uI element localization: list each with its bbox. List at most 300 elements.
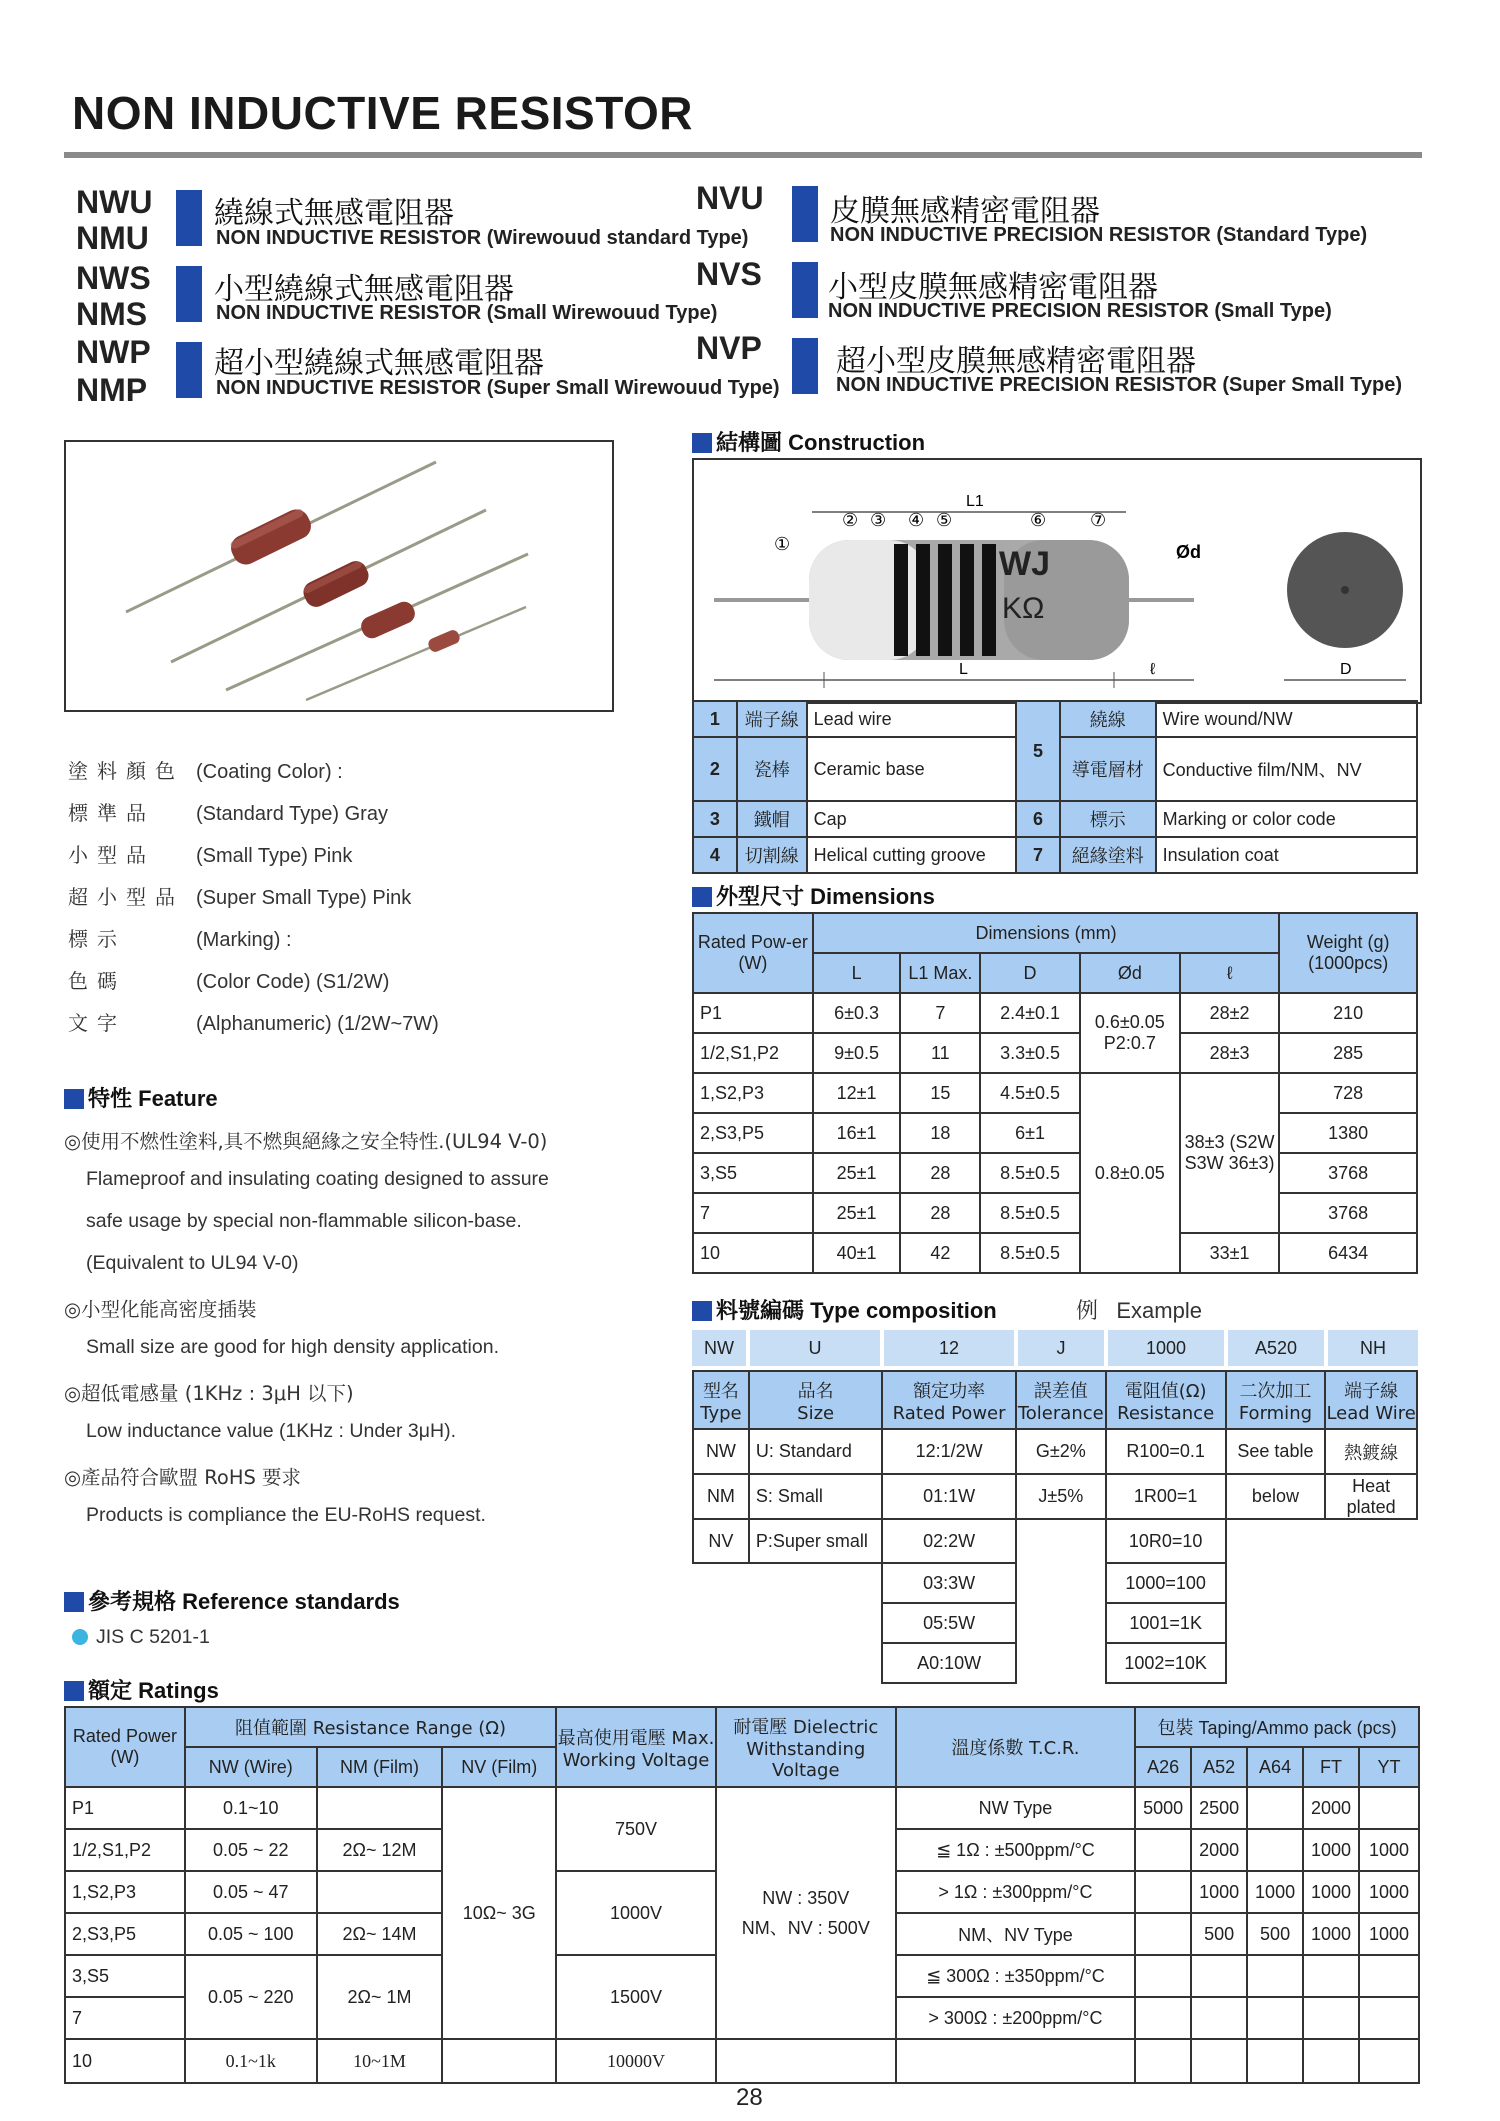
table-cell: 728 <box>1279 1073 1417 1113</box>
text-label: Resistance <box>1117 1402 1215 1424</box>
table-cell: Conductive film/NM、NV <box>1156 737 1417 801</box>
table-cell: 1000 <box>1303 1829 1359 1871</box>
table-cell: 8.5±0.5 <box>980 1233 1080 1273</box>
table-cell: 1000 <box>1303 1913 1359 1955</box>
table-cell: 0.05 ~ 47 <box>185 1871 317 1913</box>
coating-row <box>68 797 388 826</box>
table-cell: > 1Ω : ±300ppm/°C <box>896 1871 1135 1913</box>
table-cell: 2Ω~ 12M <box>317 1829 443 1871</box>
table-cell: 38±3 (S2W S3W 36±3) <box>1180 1073 1280 1233</box>
table-cell: 11 <box>900 1033 980 1073</box>
table-cell <box>1135 1997 1191 2039</box>
series-name-en: NON INDUCTIVE RESISTOR (Small Wirewouud Type) <box>216 302 718 324</box>
table-cell: 1000 <box>1247 1871 1303 1913</box>
text-label: 特性 <box>88 1087 133 1112</box>
table-cell: 阻值範圍 Resistance Range (Ω) <box>185 1707 556 1747</box>
table-cell: 10000V <box>556 2039 716 2083</box>
table-cell: below <box>1226 1474 1326 1519</box>
table-cell <box>693 1643 749 1683</box>
coating-row <box>68 839 352 868</box>
table-cell: 1000=100 <box>1106 1563 1226 1603</box>
series-name-zh: 小型繞線式無感電阻器 <box>214 272 514 307</box>
table-cell: ℓ <box>1180 953 1280 993</box>
table-cell: 10Ω~ 3G <box>442 1787 556 2039</box>
table-cell: Heat plated <box>1325 1474 1417 1519</box>
table-cell: Ceramic base <box>807 737 1016 801</box>
table-cell <box>1359 2039 1419 2083</box>
table-cell: 16±1 <box>813 1113 901 1153</box>
table-cell: U: Standard <box>749 1429 883 1474</box>
table-cell: 2000 <box>1191 1829 1247 1871</box>
table-cell: 3768 <box>1279 1153 1417 1193</box>
table-cell: 25±1 <box>813 1153 901 1193</box>
title-divider <box>64 152 1422 158</box>
header-tolerance <box>1016 1371 1106 1429</box>
table-cell: Dimensions (mm) <box>813 913 1280 953</box>
table-cell: 500 <box>1191 1913 1247 1955</box>
callout: ⑦ <box>1090 510 1107 531</box>
dimensions-heading <box>692 880 935 911</box>
table-cell: 1,S2,P3 <box>693 1073 813 1113</box>
table-cell: 6±1 <box>980 1113 1080 1153</box>
feature-line: Products is compliance the EU-RoHS request. <box>86 1504 486 1526</box>
reference-heading <box>64 1585 400 1616</box>
table-cell: 15 <box>900 1073 980 1113</box>
text-label: 端子線 <box>1344 1380 1399 1402</box>
table-cell: 2,S3,P5 <box>65 1913 185 1955</box>
header-resistance <box>1106 1371 1226 1429</box>
table-cell: 33±1 <box>1180 1233 1280 1273</box>
text-label: (Standard Type) Gray <box>196 803 388 825</box>
table-cell: Rated Pow-er (W) <box>693 913 813 993</box>
text-label: Dimensions <box>810 884 935 909</box>
table-cell <box>1325 1563 1417 1603</box>
table-cell: 2Ω~ 14M <box>317 1913 443 1955</box>
coating-row <box>68 755 343 784</box>
table-cell: L1 Max. <box>900 953 980 993</box>
table-cell: 瓷棒 <box>737 737 807 801</box>
table-cell: 0.05 ~ 220 <box>185 1955 317 2039</box>
table-cell: 1/2,S1,P2 <box>65 1829 185 1871</box>
series-code: NMU <box>76 220 149 256</box>
table-cell <box>1226 1519 1326 1563</box>
reference-item <box>72 1626 210 1649</box>
table-cell: 絕緣塗料 <box>1060 837 1156 873</box>
product-photo <box>64 440 614 712</box>
marking-row <box>68 923 292 952</box>
feature-line: safe usage by special non-flammable silicon-base. <box>86 1210 522 1232</box>
table-cell <box>1247 1997 1303 2039</box>
coating-row <box>68 881 411 910</box>
table-cell: 標示 <box>1060 801 1156 837</box>
table-cell: 1000 <box>1191 1871 1247 1913</box>
table-cell <box>1325 1603 1417 1643</box>
table-cell: 端子線 <box>737 701 807 737</box>
text-label: Ratings <box>138 1678 219 1703</box>
text-label: 參考規格 <box>88 1590 177 1615</box>
series-marker <box>176 342 202 398</box>
table-cell: 4.5±0.5 <box>980 1073 1080 1113</box>
table-cell: 12±1 <box>813 1073 901 1113</box>
table-cell: Weight (g) (1000pcs) <box>1279 913 1417 993</box>
dim-label: L <box>959 661 968 678</box>
dim-label: ℓ <box>1150 661 1156 678</box>
table-cell: 7 <box>693 1193 813 1233</box>
construction-heading <box>692 426 925 457</box>
text-label: 誤差值 <box>1033 1380 1088 1402</box>
table-cell <box>693 1563 749 1603</box>
text-label: Size <box>797 1402 835 1424</box>
table-cell: 6434 <box>1279 1233 1417 1273</box>
table-cell: 0.6±0.05 P2:0.7 <box>1080 993 1180 1073</box>
table-cell: Wire wound/NW <box>1156 701 1417 737</box>
table-cell: 4 <box>693 837 737 873</box>
table-cell: NM、NV Type <box>896 1913 1135 1955</box>
table-cell <box>749 1563 883 1603</box>
dim-label: Ød <box>1176 542 1201 562</box>
table-cell: 750V <box>556 1787 716 1871</box>
table-cell: 01:1W <box>882 1474 1015 1519</box>
table-cell <box>1135 2039 1191 2083</box>
table-cell: 1001=1K <box>1106 1603 1226 1643</box>
table-cell: NM <box>693 1474 749 1519</box>
text-label: 品名 <box>797 1380 834 1402</box>
table-cell: 1380 <box>1279 1113 1417 1153</box>
series-name-zh: 小型皮膜無感精密電阻器 <box>828 270 1158 305</box>
table-cell: 導電層材 <box>1060 737 1156 801</box>
table-cell <box>1191 1955 1247 1997</box>
marking-text: WJ <box>999 545 1050 583</box>
series-code: NWU <box>76 184 153 220</box>
text-label: 外型尺寸 <box>716 885 805 910</box>
table-cell: P:Super small <box>749 1519 883 1563</box>
table-cell <box>1191 1997 1247 2039</box>
series-code: NVU <box>696 180 764 216</box>
table-cell: 包裝 Taping/Ammo pack (pcs) <box>1135 1707 1419 1747</box>
table-cell <box>693 1603 749 1643</box>
series-name-en: NON INDUCTIVE RESISTOR (Wirewouud standard Type) <box>216 227 749 249</box>
table-cell: 12:1/2W <box>882 1429 1015 1474</box>
bullet-icon <box>72 1629 88 1645</box>
table-cell <box>716 1787 896 2039</box>
table-cell: 5000 <box>1135 1787 1191 1829</box>
table-cell <box>1226 1603 1326 1643</box>
table-cell: 鐵帽 <box>737 801 807 837</box>
table-cell: 2.4±0.1 <box>980 993 1080 1033</box>
table-cell: 1000 <box>1303 1871 1359 1913</box>
series-name-en: NON INDUCTIVE RESISTOR (Super Small Wirewouud Type) <box>216 377 780 399</box>
series-marker <box>176 190 202 246</box>
table-cell: 1000V <box>556 1871 716 1955</box>
header-lead <box>1325 1371 1417 1429</box>
table-cell <box>1226 1643 1326 1683</box>
table-cell <box>749 1603 883 1643</box>
table-cell: 0.05 ~ 100 <box>185 1913 317 1955</box>
table-cell: 25±1 <box>813 1193 901 1233</box>
callout: ⑥ <box>1030 510 1047 531</box>
series-code: NMS <box>76 296 148 332</box>
callout: ④ <box>908 510 925 531</box>
table-cell <box>317 1787 443 1829</box>
series-name-en: NON INDUCTIVE PRECISION RESISTOR (Super Small Type) <box>836 374 1403 396</box>
text-label: 例 <box>1076 1299 1099 1324</box>
text-label: Example <box>1116 1298 1202 1323</box>
text-label: NM、NV : 500V <box>741 1918 870 1938</box>
table-cell: FT <box>1303 1747 1359 1787</box>
table-cell: Insulation coat <box>1156 837 1417 873</box>
table-cell: 熱鍍線 <box>1325 1429 1417 1474</box>
table-cell: ≦ 300Ω : ±350ppm/°C <box>896 1955 1135 1997</box>
table-cell <box>1247 1787 1303 1829</box>
table-cell <box>1135 1955 1191 1997</box>
series-marker <box>792 338 818 394</box>
page-number: 28 <box>736 2084 763 2111</box>
series-code: NWP <box>76 334 151 370</box>
text-label: 額定 <box>88 1679 133 1704</box>
table-cell <box>1247 2039 1303 2083</box>
marking-row <box>68 1007 439 1036</box>
table-cell: R100=0.1 <box>1106 1429 1226 1474</box>
table-cell <box>442 2039 556 2083</box>
table-cell: Lead wire <box>807 701 1016 737</box>
table-cell: 溫度係數 T.C.R. <box>896 1707 1135 1787</box>
table-cell: NM (Film) <box>317 1747 443 1787</box>
text-label: 二次加工 <box>1239 1380 1312 1402</box>
table-cell: J±5% <box>1016 1474 1106 1519</box>
table-cell: G±2% <box>1016 1429 1106 1474</box>
table-cell: 8.5±0.5 <box>980 1193 1080 1233</box>
text-label: Type <box>700 1402 742 1424</box>
text-label: 標示 <box>68 927 126 951</box>
table-cell: NW (Wire) <box>185 1747 317 1787</box>
series-name-zh: 超小型皮膜無感精密電阻器 <box>836 344 1196 379</box>
callout: ③ <box>870 510 887 531</box>
table-cell <box>749 1643 883 1683</box>
construction-diagram <box>692 458 1422 704</box>
table-cell: 7 <box>65 1997 185 2039</box>
table-cell: A52 <box>1191 1747 1247 1787</box>
feature-line: ◎產品符合歐盟 RoHS 要求 <box>64 1466 302 1489</box>
text-label: Forming <box>1238 1402 1313 1424</box>
table-cell: 繞線 <box>1060 701 1156 737</box>
table-cell: 9±0.5 <box>813 1033 901 1073</box>
table-cell: P1 <box>693 993 813 1033</box>
text-label: Type composition <box>810 1298 997 1323</box>
table-cell: L <box>813 953 901 993</box>
text-label: (Small Type) Pink <box>196 845 353 867</box>
text-label: 額定功率 <box>913 1380 986 1402</box>
header-forming <box>1226 1371 1326 1429</box>
dimensions-table <box>692 912 1418 1274</box>
series-code: NMP <box>76 372 148 408</box>
table-cell: 切割線 <box>737 837 807 873</box>
table-cell <box>1303 1955 1359 1997</box>
table-cell: P1 <box>65 1787 185 1829</box>
table-cell: 1002=10K <box>1106 1643 1226 1683</box>
text-label: Construction <box>788 430 926 455</box>
text-label: 小型品 <box>68 843 155 867</box>
type-composition-table <box>692 1370 1418 1684</box>
table-cell <box>1359 1997 1419 2039</box>
ratings-heading <box>64 1674 219 1705</box>
table-cell: 28 <box>900 1153 980 1193</box>
marking-row <box>68 965 389 994</box>
text-label: (Coating Color) : <box>196 761 343 783</box>
table-cell: NV (Film) <box>442 1747 556 1787</box>
ratings-table <box>64 1706 1420 2084</box>
feature-line: ◎超低電感量 (1KHz : 3μH 以下) <box>64 1382 354 1405</box>
text-label: 電阻值(Ω) <box>1124 1380 1207 1402</box>
text-label: Feature <box>138 1086 218 1111</box>
table-cell: 0.1~10 <box>185 1787 317 1829</box>
table-cell: 7 <box>1016 837 1060 873</box>
table-cell: 40±1 <box>813 1233 901 1273</box>
table-cell: 2500 <box>1191 1787 1247 1829</box>
series-name-zh: 皮膜無感精密電阻器 <box>830 194 1100 229</box>
table-cell: See table <box>1226 1429 1326 1474</box>
text-label: 型名 <box>702 1380 739 1402</box>
table-cell: 10R0=10 <box>1106 1519 1226 1563</box>
table-cell: A64 <box>1247 1747 1303 1787</box>
table-cell <box>317 1871 443 1913</box>
table-cell: 0.1~1k <box>185 2039 317 2083</box>
text-label: (Super Small Type) Pink <box>196 887 412 909</box>
dim-label: L1 <box>966 493 984 510</box>
table-cell <box>1191 2039 1247 2083</box>
table-cell <box>1016 1519 1106 1563</box>
table-cell: 28 <box>900 1193 980 1233</box>
series-marker <box>792 186 818 242</box>
text-label: 標準品 <box>68 801 155 825</box>
table-cell: 1000 <box>1359 1829 1419 1871</box>
table-cell: 500 <box>1247 1913 1303 1955</box>
table-cell: A26 <box>1135 1747 1191 1787</box>
text-label: Rated Power <box>892 1402 1006 1424</box>
text-label: JIS C 5201-1 <box>96 1626 210 1648</box>
table-cell <box>1247 1955 1303 1997</box>
text-label: Reference standards <box>182 1589 400 1614</box>
table-cell <box>1226 1563 1326 1603</box>
table-cell: Ød <box>1080 953 1180 993</box>
table-cell: 耐電壓 Dielectric Withstanding Voltage <box>716 1707 896 1787</box>
table-cell: 2Ω~ 1M <box>317 1955 443 2039</box>
table-cell: NW Type <box>896 1787 1135 1829</box>
table-cell: > 300Ω : ±200ppm/°C <box>896 1997 1135 2039</box>
series-code: NVP <box>696 330 762 366</box>
table-cell: A0:10W <box>882 1643 1015 1683</box>
callout: ② <box>842 510 859 531</box>
table-cell <box>1359 1955 1419 1997</box>
table-cell <box>716 2039 896 2083</box>
table-cell: 3,S5 <box>65 1955 185 1997</box>
series-name-zh: 超小型繞線式無感電阻器 <box>214 346 544 381</box>
table-cell: D <box>980 953 1080 993</box>
text-label: Lead Wire <box>1326 1402 1416 1424</box>
table-cell: NV <box>693 1519 749 1563</box>
table-cell: 1 <box>693 701 737 737</box>
table-cell: 0.8±0.05 <box>1080 1073 1180 1273</box>
text-label: 色碼 <box>68 969 126 993</box>
table-cell: 1R00=1 <box>1106 1474 1226 1519</box>
table-cell: 02:2W <box>882 1519 1015 1563</box>
feature-line: (Equivalent to UL94 V-0) <box>86 1252 299 1274</box>
table-cell: 最高使用電壓 Max. Working Voltage <box>556 1707 716 1787</box>
table-cell: 3 <box>693 801 737 837</box>
series-marker <box>176 266 202 322</box>
table-cell: YT <box>1359 1747 1419 1787</box>
table-cell: 3,S5 <box>693 1153 813 1193</box>
parts-table <box>692 700 1418 874</box>
table-cell <box>1016 1643 1106 1683</box>
table-cell <box>1303 2039 1359 2083</box>
table-cell: 285 <box>1279 1033 1417 1073</box>
table-cell: 18 <box>900 1113 980 1153</box>
table-cell <box>1247 1829 1303 1871</box>
text-label: 料號編碼 <box>716 1299 805 1324</box>
table-cell: 05:5W <box>882 1603 1015 1643</box>
text-label: (Marking) : <box>196 929 292 951</box>
table-cell <box>1303 1997 1359 2039</box>
text-label: 超小型品 <box>68 885 184 909</box>
table-cell: 1500V <box>556 1955 716 2039</box>
table-cell: 2000 <box>1303 1787 1359 1829</box>
table-cell <box>1325 1519 1417 1563</box>
table-cell: Helical cutting groove <box>807 837 1016 873</box>
table-cell: 2 <box>693 737 737 801</box>
table-cell: 10 <box>65 2039 185 2083</box>
table-cell: NW <box>693 1429 749 1474</box>
table-cell <box>1135 1871 1191 1913</box>
table-cell <box>1359 1787 1419 1829</box>
feature-line: Low inductance value (1KHz : Under 3μH). <box>86 1420 456 1442</box>
page-title: NON INDUCTIVE RESISTOR <box>72 87 693 139</box>
table-cell: 10~1M <box>317 2039 443 2083</box>
table-cell <box>896 2039 1135 2083</box>
feature-line: Flameproof and insulating coating designed to assure <box>86 1168 549 1190</box>
feature-heading <box>64 1082 218 1113</box>
dim-label: D <box>1340 661 1352 678</box>
table-cell: 3.3±0.5 <box>980 1033 1080 1073</box>
table-cell <box>1325 1643 1417 1683</box>
table-cell: 2,S3,P5 <box>693 1113 813 1153</box>
table-cell: S: Small <box>749 1474 883 1519</box>
feature-line: ◎小型化能高密度插裝 <box>64 1298 257 1321</box>
header-size <box>749 1371 883 1429</box>
text-label: NW : 350V <box>762 1888 850 1908</box>
table-cell: 10 <box>693 1233 813 1273</box>
table-cell: 6 <box>1016 801 1060 837</box>
feature-line: ◎使用不燃性塗料,具不燃與絕緣之安全特性.(UL94 V-0) <box>64 1130 548 1153</box>
text-label: Tolerance <box>1017 1402 1104 1424</box>
table-cell: 03:3W <box>882 1563 1015 1603</box>
table-cell: Cap <box>807 801 1016 837</box>
series-name-en: NON INDUCTIVE PRECISION RESISTOR (Small Type) <box>828 300 1332 322</box>
table-cell: 0.05 ~ 22 <box>185 1829 317 1871</box>
callout: ⑤ <box>936 510 953 531</box>
series-name-zh: 繞線式無感電阻器 <box>214 196 454 231</box>
table-cell: ≦ 1Ω : ±500ppm/°C <box>896 1829 1135 1871</box>
table-cell: 1/2,S1,P2 <box>693 1033 813 1073</box>
feature-line: Small size are good for high density application. <box>86 1336 499 1358</box>
series-code: NVS <box>696 256 762 292</box>
table-cell <box>1016 1603 1106 1643</box>
text-label: (Alphanumeric) (1/2W~7W) <box>196 1013 439 1035</box>
marking-text: KΩ <box>1002 592 1045 625</box>
table-cell <box>1135 1913 1191 1955</box>
table-cell <box>1135 1829 1191 1871</box>
table-cell: 3768 <box>1279 1193 1417 1233</box>
table-cell: Rated Power (W) <box>65 1707 185 1787</box>
